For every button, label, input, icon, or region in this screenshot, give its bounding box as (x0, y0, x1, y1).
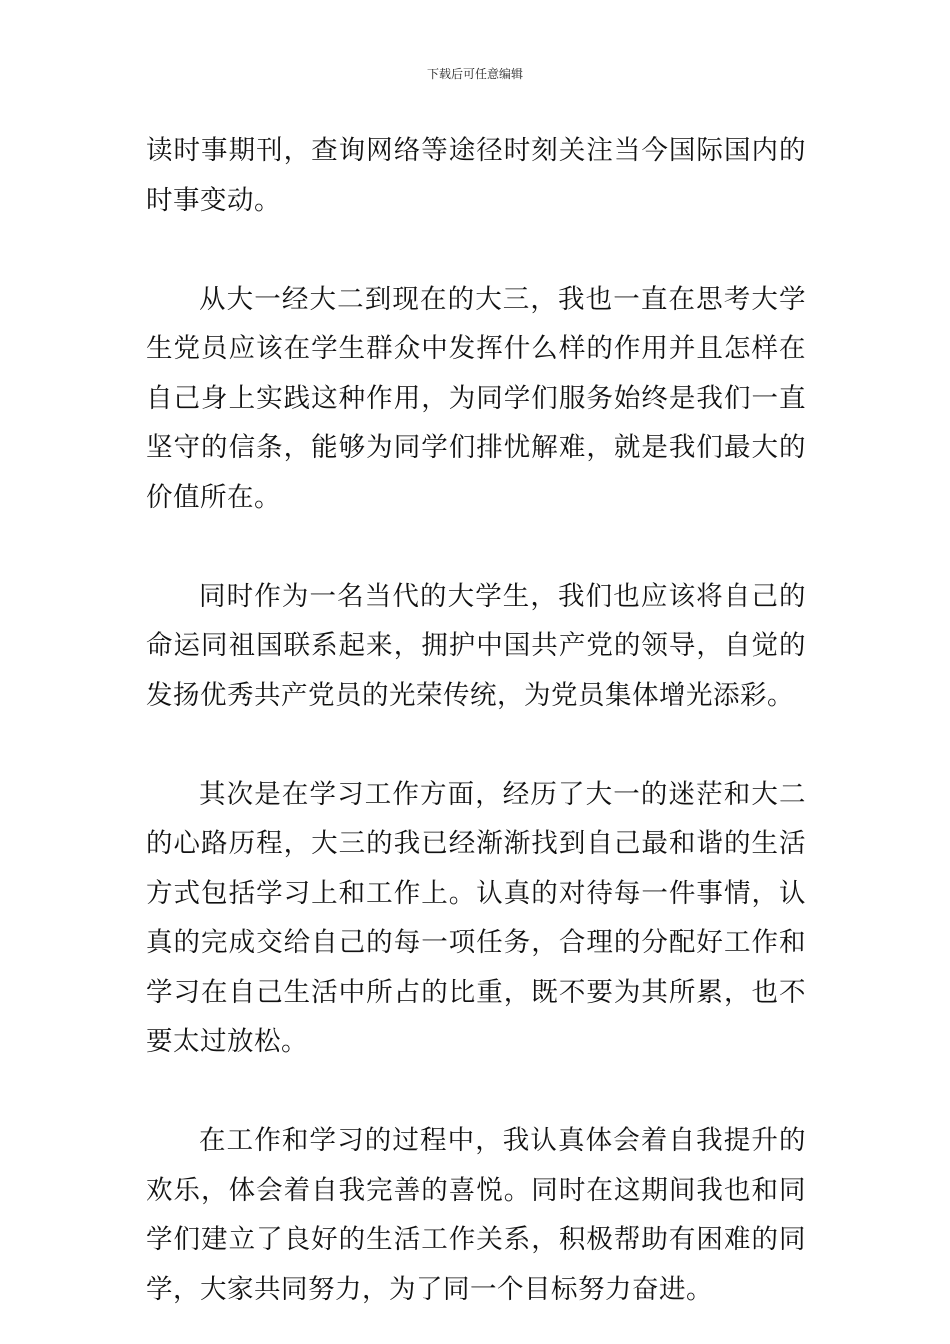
page-header: 下载后可任意编辑 (426, 67, 523, 81)
paragraph: 从大一经大二到现在的大三，我也一直在思考大学生党员应该在学生群众中发挥什么样的作用并且怎样在自己身上实践这种作用，为同学们服务始终是我们一直坚守的信条，能够为同学们排忧解难，就是我们最大的价值所在。 (146, 283, 806, 513)
document-body (146, 126, 806, 1314)
paragraph-continued: 读时事期刊，查询网络等途径时刻关注当今国际国内的时事变动。 (146, 135, 806, 216)
paragraph: 其次是在学习工作方面，经历了大一的迷茫和大二的心路历程，大三的我已经渐渐找到自己最和谐的生活方式包括学习上和工作上。认真的对待每一件事情，认真的完成交给自己的每一项任务，合理的分配好工作和学习在自己生活中所占的比重，既不要为其所累，也不要太过放松。 (146, 778, 806, 1057)
paragraph: 在工作和学习的过程中，我认真体会着自我提升的欢乐，体会着自我完善的喜悦。同时在这期间我也和同学们建立了良好的生活工作关系，积极帮助有困难的同学，大家共同努力，为了同一个目标努力奋进。 (146, 1125, 806, 1305)
paragraph: 同时作为一名当代的大学生，我们也应该将自己的命运同祖国联系起来，拥护中国共产党的领导，自觉的发扬优秀共产党员的光荣传统，为党员集体增光添彩。 (146, 580, 806, 711)
